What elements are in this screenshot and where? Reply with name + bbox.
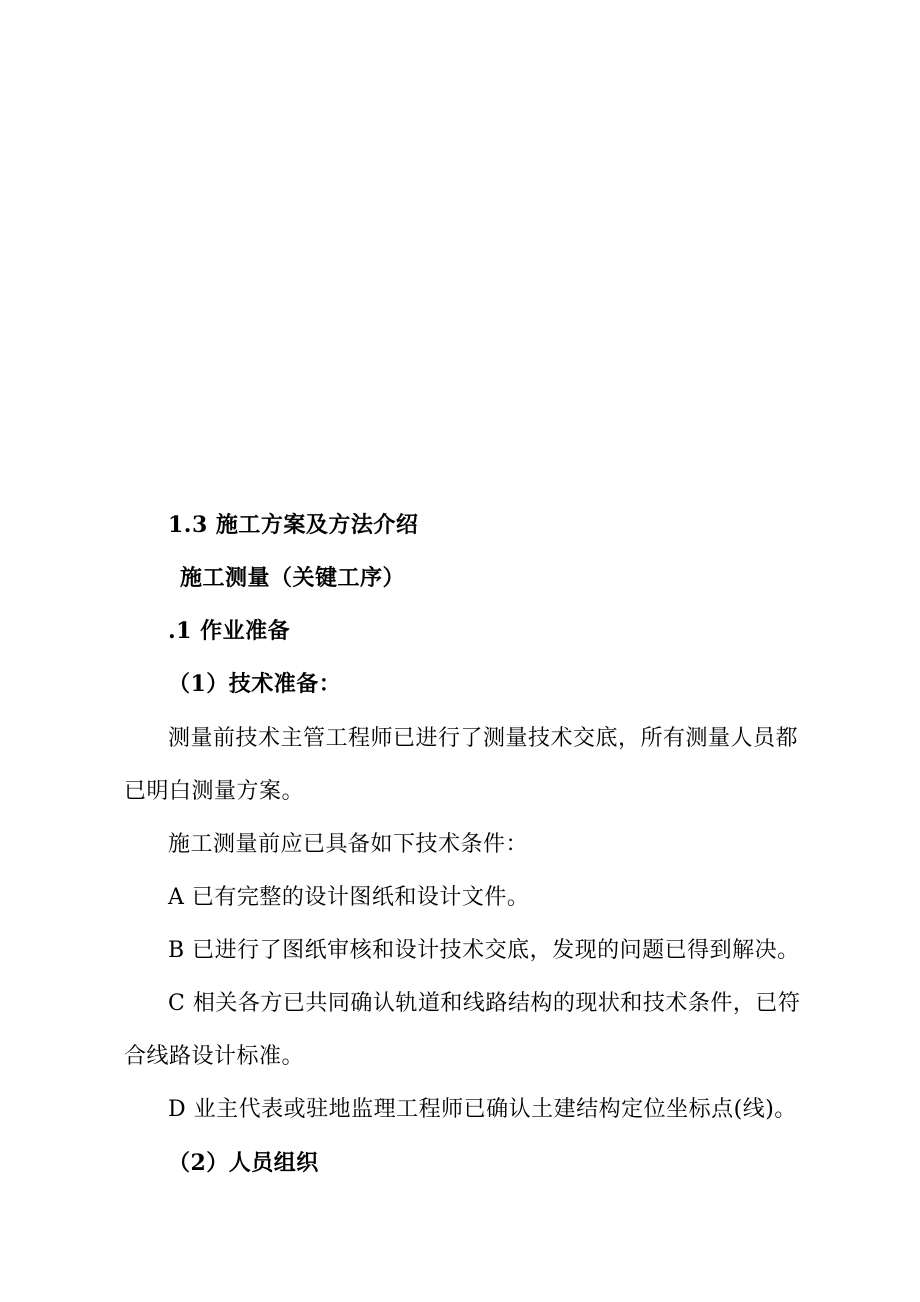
condition-b: B 已进行了图纸审核和设计技术交底，发现的问题已得到解决。 — [168, 938, 800, 963]
sub-item-technical-prep: （1）技术准备： — [168, 671, 342, 697]
paragraph-text: 施工测量前应已具备如下技术条件： — [168, 832, 529, 857]
item-heading: .1 作业准备 — [168, 618, 291, 644]
paragraph-text: 测量前技术主管工程师已进行了测量技术交底，所有测量人员都 — [168, 726, 799, 751]
section-heading: 1.3 施工方案及方法介绍 — [168, 512, 419, 538]
condition-c: C 相关各方已共同确认轨道和线路结构的现状和技术条件，已符 — [168, 991, 801, 1016]
condition-d: D 业主代表或驻地监理工程师已确认土建结构定位坐标点(线)。 — [168, 1097, 797, 1122]
sub-item-personnel: （2）人员组织 — [168, 1150, 319, 1176]
condition-a: A 已有完整的设计图纸和设计文件。 — [168, 885, 530, 910]
condition-c-continued: 合线路设计标准。 — [124, 1044, 305, 1069]
paragraph-text: 已明白测量方案。 — [124, 779, 305, 804]
subsection-heading: 施工测量（关键工序） — [180, 565, 406, 591]
